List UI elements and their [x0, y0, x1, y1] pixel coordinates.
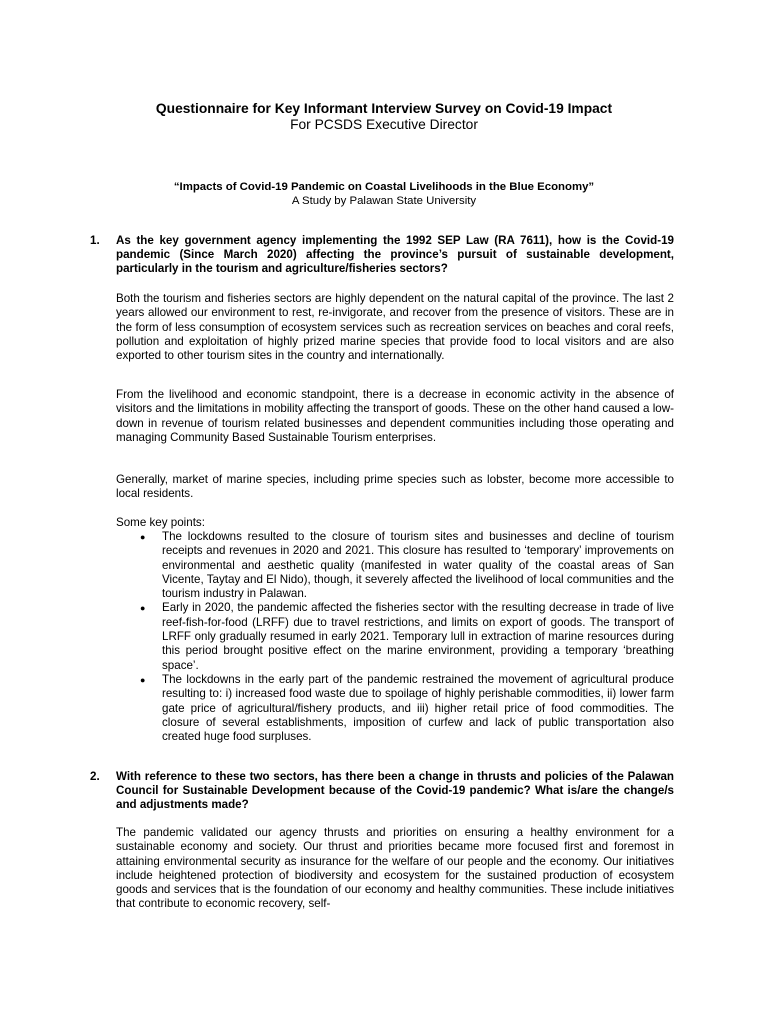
question-text: With reference to these two sectors, has there been a change in thrusts and policies of the Palawan Council for Sustainable Development because of the Covid-19 pandemic? What is/are the change/s and adjustments made? [116, 770, 674, 812]
answer-paragraph: From the livelihood and economic standpoint, there is a decrease in economic activity in the absence of visitors and the limitations in mobility affecting the transport of goods. These on the other hand caused a low-down in revenue of tourism related businesses and dependent communities including those operating and managing Community Based Sustainable Tourism enterprises. [116, 388, 674, 444]
key-points-label: Some key points: [116, 516, 205, 529]
question-1 [92, 234, 674, 277]
bullet-icon: ● [140, 603, 146, 614]
key-point-text: The lockdowns in the early part of the pandemic restrained the movement of agricultural produce resulting to: i) increased food waste due to spoilage of highly perishable commodities, ii) lower farm gate price of agricultural/fishery products, and iii) higher retail price of food commodities. The closure of several establishments, imposition of curfew and lack of public transportation also created huge food surpluses. [162, 672, 674, 744]
question-number: 2. [90, 770, 100, 783]
document-subtitle: For PCSDS Executive Director [290, 117, 478, 132]
question-text: As the key government agency implementing the 1992 SEP Law (RA 7611), how is the Covid-19 pandemic (Since March 2020) affecting the province’s pursuit of sustainable development, particularly in the tourism and agriculture/fisheries sectors? [116, 234, 674, 276]
bullet-icon: ● [140, 532, 146, 542]
key-point-text: Early in 2020, the pandemic affected the fisheries sector with the resulting decrease in trade of live reef-fish-for-food (LRFF) due to travel restrictions, and limits on export of goods. The transport of LRFF only gradually resumed in early 2021. Temporary lull in extraction of marine resources during this period brought positive effect on the marine environment, providing a temporary ‘breathing space’. [162, 601, 674, 672]
study-byline: A Study by Palawan State University [291, 195, 477, 207]
document-title: Questionnaire for Key Informant Interview Survey on Covid-19 Impact [155, 101, 613, 116]
key-point-text: The lockdowns resulted to the closure of tourism sites and businesses and decline of tourism receipts and revenues in 2020 and 2021. This closure has resulted to ‘temporary’ improvements on environmental and aesthetic quality (manifested in water quality of the coastal areas of San Vicente, Taytay and El Nido), though, it severely affected the livelihood of local communities and the tourism industry in Palawan. [162, 530, 674, 601]
answer-paragraph: Both the tourism and fisheries sectors are highly dependent on the natural capital of the province. The last 2 years allowed our environment to rest, re-invigorate, and recover from the presence of visitors. These are in the form of less consumption of ecosystem services such as recreation services on beaches and coral reefs, pollution and exploitation of highly prized marine species that provide food to local visitors and are also exported to other tourism sites in the country and internationally. [116, 292, 674, 363]
bullet-icon: ● [140, 674, 146, 685]
answer-paragraph: Generally, market of marine species, including prime species such as lobster, become more accessible to local residents. [116, 473, 674, 501]
answer-paragraph: The pandemic validated our agency thrusts and priorities on ensuring a healthy environment for a sustainable economy and society. Our thrust and priorities became more focused first and foremost in attaining environmental security as insurance for the welfare of our people and the economy. Our initiatives include heightened protection of biodiversity and ecosystem for the sustained production of ecosystem goods and services that is the foundation of our economy and healthy communities. These include initiatives that contribute to economic recovery, self- [116, 826, 674, 911]
study-title: “Impacts of Covid-19 Pandemic on Coastal Livelihoods in the Blue Economy” [173, 181, 595, 193]
list-item [140, 672, 674, 744]
key-points-list [140, 530, 674, 744]
question-2 [92, 770, 674, 813]
list-item [140, 601, 674, 672]
question-number: 1. [90, 234, 100, 247]
list-item [140, 530, 674, 601]
